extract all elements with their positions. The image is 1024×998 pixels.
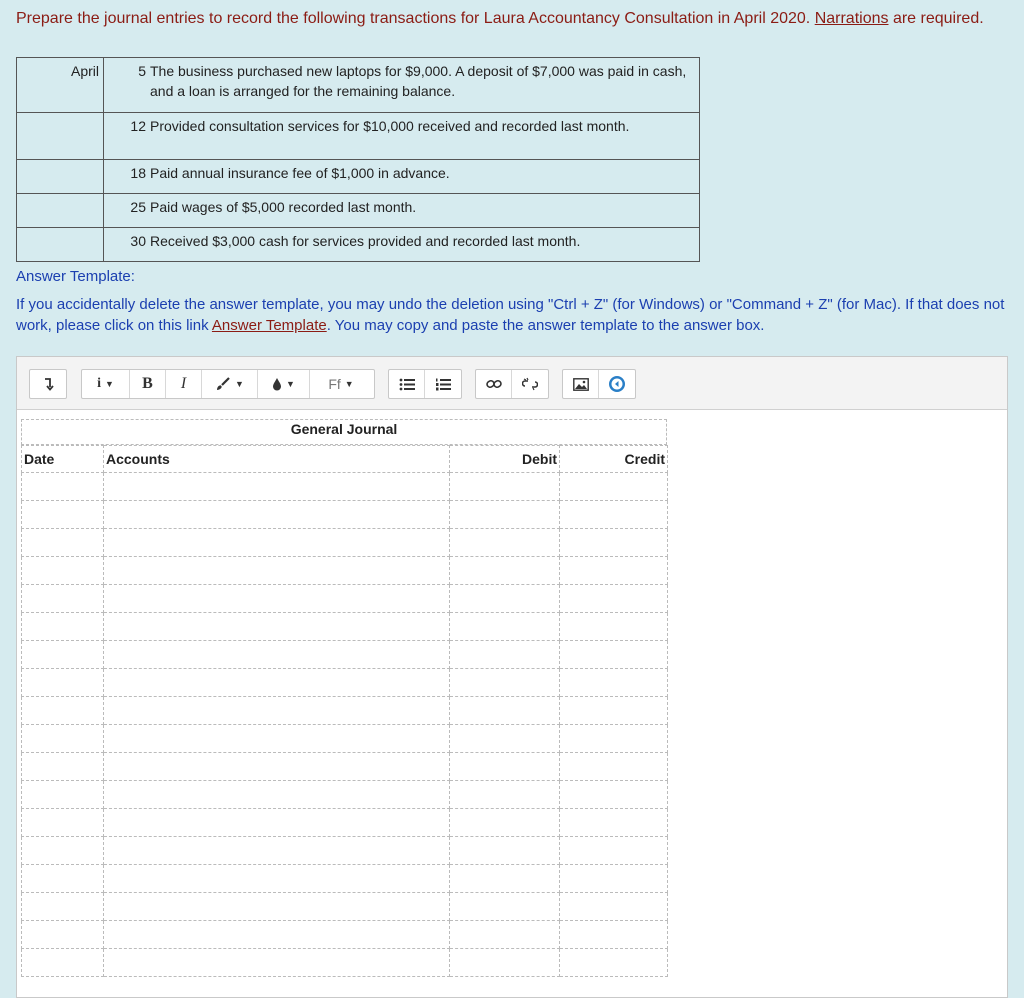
chevron-down-icon: ▼	[235, 379, 244, 389]
transactions-table	[16, 57, 700, 262]
month-cell	[17, 194, 104, 228]
table-row[interactable]	[22, 781, 668, 809]
drop-icon	[272, 377, 282, 391]
undo-button[interactable]	[30, 370, 66, 398]
note-suffix: . You may copy and paste the answer template to the answer box.	[326, 317, 765, 334]
toolbar-group-links	[475, 369, 549, 399]
table-row[interactable]	[22, 753, 668, 781]
image-icon	[573, 378, 589, 391]
question-suffix: are required.	[888, 10, 984, 27]
day-cell: 12	[104, 113, 151, 160]
toolbar-group-format	[81, 369, 375, 399]
text-color-dropdown[interactable]	[202, 370, 258, 398]
remove-link-button[interactable]	[512, 370, 548, 398]
bulleted-list-button[interactable]	[389, 370, 425, 398]
accessibility-button[interactable]	[599, 370, 635, 398]
chevron-down-icon: ▼	[286, 379, 295, 389]
toolbar-group-lists	[388, 369, 462, 399]
answer-template-title: Answer Template:	[16, 268, 135, 285]
chevron-down-icon: ▼	[104, 379, 114, 389]
numbered-list-button[interactable]	[425, 370, 461, 398]
question-prefix: Prepare the journal entries to record the following transactions for Laura Accountancy Consultation in April 2020.	[16, 10, 815, 27]
background-color-dropdown[interactable]	[258, 370, 310, 398]
table-row[interactable]	[22, 529, 668, 557]
month-cell	[17, 228, 104, 262]
font-label: Ff	[328, 376, 341, 392]
description-cell: The business purchased new laptops for $9,000. A deposit of $7,000 was paid in cash, and a loan is arranged for the remaining balance.	[150, 58, 700, 113]
table-row[interactable]	[22, 837, 668, 865]
bold-button[interactable]: B	[130, 370, 166, 398]
day-cell: 18	[104, 160, 151, 194]
day-cell: 5	[104, 58, 151, 113]
table-row	[17, 58, 700, 113]
link-icon	[486, 378, 502, 390]
table-row[interactable]	[22, 557, 668, 585]
table-row	[17, 194, 700, 228]
brush-icon	[215, 377, 231, 391]
table-row	[17, 113, 700, 160]
chevron-down-icon: ▼	[344, 379, 354, 389]
journal-grid[interactable]	[21, 445, 668, 977]
description-cell: Received $3,000 cash for services provided and recorded last month.	[150, 228, 700, 262]
journal-header-row	[22, 446, 668, 473]
table-row[interactable]	[22, 865, 668, 893]
note-prefix: If you accidentally delete the answer template, you may undo the deletion using "Ctrl + Z" (for Windows) or "Command + Z" (for Mac). If that does not work, please click on this link	[16, 296, 1005, 334]
day-cell: 30	[104, 228, 151, 262]
description-cell: Provided consultation services for $10,000 received and recorded last month.	[150, 113, 700, 160]
editor-toolbar	[17, 357, 1007, 410]
table-row[interactable]	[22, 725, 668, 753]
italic-button[interactable]: I	[166, 370, 202, 398]
unlink-icon	[522, 377, 538, 391]
table-row[interactable]	[22, 893, 668, 921]
insert-image-button[interactable]	[563, 370, 599, 398]
toolbar-group-media	[562, 369, 636, 399]
month-cell	[17, 113, 104, 160]
table-row[interactable]	[22, 585, 668, 613]
table-row[interactable]	[22, 473, 668, 501]
font-dropdown[interactable]	[310, 370, 372, 398]
date-column-header: Date	[22, 446, 104, 473]
table-row[interactable]	[22, 949, 668, 977]
month-cell	[17, 160, 104, 194]
toolbar-group-undo	[29, 369, 67, 399]
arrow-down-icon	[42, 377, 54, 391]
table-row[interactable]	[22, 669, 668, 697]
accessibility-icon	[608, 375, 626, 393]
numbered-list-icon	[435, 378, 451, 391]
table-row[interactable]	[22, 809, 668, 837]
table-row	[17, 228, 700, 262]
day-cell: 25	[104, 194, 151, 228]
question-text	[16, 8, 1006, 30]
narrations-link[interactable]: Narrations	[814, 10, 889, 27]
month-cell: April	[17, 58, 104, 113]
table-row	[17, 160, 700, 194]
table-row[interactable]	[22, 921, 668, 949]
journal-title: General Journal	[21, 419, 667, 445]
table-row[interactable]	[22, 613, 668, 641]
description-cell: Paid wages of $5,000 recorded last month.	[150, 194, 700, 228]
info-dropdown[interactable]	[82, 370, 130, 398]
credit-column-header: Credit	[560, 446, 668, 473]
table-row[interactable]	[22, 501, 668, 529]
answer-template-link[interactable]: Answer Template	[211, 317, 327, 334]
table-row[interactable]	[22, 697, 668, 725]
bulleted-list-icon	[399, 378, 415, 391]
debit-column-header: Debit	[450, 446, 560, 473]
answer-template-note	[16, 294, 1006, 336]
description-cell: Paid annual insurance fee of $1,000 in advance.	[150, 160, 700, 194]
accounts-column-header: Accounts	[104, 446, 450, 473]
answer-editor[interactable]	[16, 356, 1008, 998]
table-row[interactable]	[22, 641, 668, 669]
info-icon: i	[97, 376, 101, 391]
insert-link-button[interactable]	[476, 370, 512, 398]
